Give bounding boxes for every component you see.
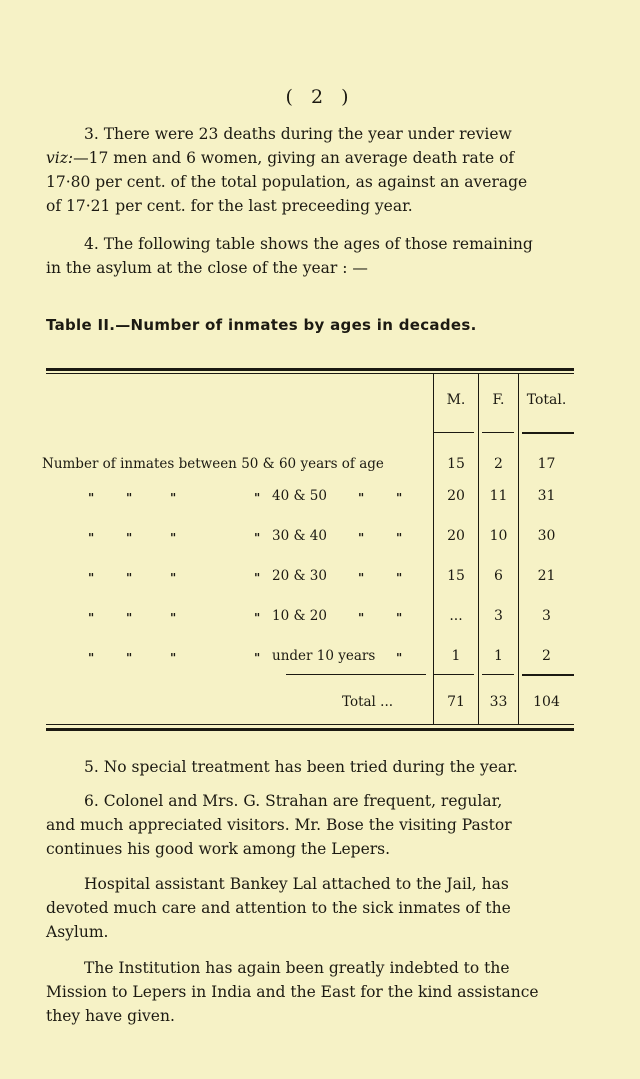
- row-label-prefix: Number of inmates between: [42, 456, 237, 472]
- total-label: Total ...: [342, 694, 394, 710]
- paragraph-6: [46, 789, 574, 861]
- ditto-mark: ": [88, 491, 95, 505]
- cell-f: 3: [494, 608, 503, 624]
- total-rule-m: [434, 674, 474, 675]
- cell-f: 1: [494, 648, 503, 664]
- paragraph-8: [46, 956, 574, 1028]
- ditto-mark: ": [396, 651, 403, 665]
- ditto-mark: ": [126, 611, 133, 625]
- cell-total: 31: [537, 488, 556, 504]
- paragraph-3-line-4: of 17·21 per cent. for the last preceeding year.: [46, 197, 413, 215]
- cell-f: 2: [494, 456, 503, 472]
- table-caption: Table II.—Number of inmates by ages in decades.: [46, 316, 477, 334]
- header-underline-total: [522, 432, 574, 434]
- paragraph-3-line-3: 17·80 per cent. of the total population, as against an average: [46, 173, 528, 191]
- row-range: 30 & 40: [272, 528, 327, 544]
- ditto-mark: ": [170, 571, 177, 585]
- cell-f: 11: [489, 488, 508, 504]
- ages-table: [42, 368, 574, 732]
- ditto-mark: ": [254, 571, 261, 585]
- row-range: 50 & 60: [241, 456, 297, 472]
- cell-m: 20: [447, 488, 465, 504]
- paragraph-7-line-1: Hospital assistant Bankey Lal attached to the Jail, has: [84, 875, 509, 893]
- ditto-mark: ": [396, 491, 403, 505]
- row-label-1: [42, 456, 384, 472]
- ditto-mark: ": [358, 531, 365, 545]
- row-range: under 10 years: [272, 648, 376, 664]
- cell-total: 30: [537, 528, 556, 544]
- ditto-mark: ": [170, 651, 177, 665]
- ditto-mark: ": [126, 531, 133, 545]
- ditto-mark: ": [396, 611, 403, 625]
- ditto-mark: ": [358, 491, 365, 505]
- ditto-mark: ": [88, 611, 95, 625]
- paragraph-4: [46, 232, 574, 280]
- row-range: 40 & 50: [272, 488, 327, 504]
- row-range: 20 & 30: [272, 568, 327, 584]
- paragraph-5: [46, 755, 574, 779]
- paragraph-7-line-3: Asylum.: [46, 923, 109, 941]
- cell-total: 2: [542, 648, 551, 664]
- row-label-suffix: years of age: [300, 456, 384, 472]
- ditto-mark: ": [170, 491, 177, 505]
- ditto-mark: ": [254, 491, 261, 505]
- ditto-mark: ": [254, 531, 261, 545]
- paragraph-3-line-2-text: —17 men and 6 women, giving an average death rate of: [73, 149, 515, 167]
- cell-m: ...: [449, 608, 463, 624]
- ditto-mark: ": [358, 611, 365, 625]
- ditto-mark: ": [254, 611, 261, 625]
- total-rule-total: [522, 674, 574, 676]
- page-number: ( 2 ): [285, 86, 355, 108]
- total-rule-f: [482, 674, 514, 675]
- ditto-mark: ": [170, 611, 177, 625]
- cell-f: 6: [494, 568, 503, 584]
- ditto-mark: ": [396, 531, 403, 545]
- paragraph-6-line-2: and much appreciated visitors. Mr. Bose the visiting Pastor: [46, 816, 512, 834]
- viz-abbreviation: viz:: [46, 149, 74, 167]
- header-total: Total.: [526, 392, 567, 408]
- row-range: 10 & 20: [272, 608, 327, 624]
- cell-m: 15: [447, 568, 465, 584]
- paragraph-8-line-3: they have given.: [46, 1007, 175, 1025]
- cell-m: 1: [451, 648, 461, 664]
- ditto-mark: ": [358, 571, 365, 585]
- ditto-mark: ": [88, 651, 95, 665]
- ditto-mark: ": [126, 651, 133, 665]
- total-total: 104: [533, 694, 560, 710]
- table-bottom-rule-thin: [46, 724, 574, 725]
- table-bottom-rule: [46, 728, 574, 731]
- total-rule-label: [286, 674, 426, 675]
- cell-f: 10: [489, 528, 508, 544]
- header-f: F.: [492, 392, 505, 408]
- paragraph-6-line-1: 6. Colonel and Mrs. G. Strahan are frequent, regular,: [84, 792, 503, 810]
- cell-total: 3: [542, 608, 551, 624]
- ditto-mark: ": [88, 531, 95, 545]
- ditto-mark: ": [88, 571, 95, 585]
- ditto-mark: ": [396, 571, 403, 585]
- header-m: M.: [446, 392, 466, 408]
- paragraph-8-line-2: Mission to Lepers in India and the East for the kind assistance: [46, 983, 539, 1001]
- paragraph-4-line-1: 4. The following table shows the ages of those remaining: [84, 235, 533, 253]
- header-underline-f: [482, 432, 514, 433]
- cell-total: 17: [537, 456, 556, 472]
- paragraph-8-line-1: The Institution has again been greatly indebted to the: [84, 959, 510, 977]
- table-top-rule-thin: [46, 373, 574, 374]
- paragraph-7-line-2: devoted much care and attention to the sick inmates of the: [46, 899, 511, 917]
- ditto-mark: ": [126, 571, 133, 585]
- paragraph-3-line-1: 3. There were 23 deaths during the year under review: [84, 125, 512, 143]
- paragraph-6-line-3: continues his good work among the Lepers.: [46, 840, 391, 858]
- ditto-mark: ": [126, 491, 133, 505]
- total-m: 71: [447, 694, 465, 710]
- cell-total: 21: [537, 568, 556, 584]
- paragraph-3: [46, 122, 574, 218]
- ditto-mark: ": [254, 651, 261, 665]
- cell-m: 20: [447, 528, 465, 544]
- table-vrule-2: [478, 374, 479, 724]
- header-underline-m: [434, 432, 474, 433]
- table-vrule-3: [518, 374, 519, 724]
- cell-m: 15: [447, 456, 465, 472]
- paragraph-4-line-2: in the asylum at the close of the year : —: [46, 259, 368, 277]
- table-vrule-1: [433, 374, 434, 724]
- paragraph-3-line-2: [46, 146, 574, 170]
- paragraph-7: [46, 872, 574, 944]
- ditto-mark: ": [170, 531, 177, 545]
- table-top-rule: [46, 368, 574, 371]
- paragraph-5-line-1: 5. No special treatment has been tried during the year.: [84, 758, 518, 776]
- total-f: 33: [489, 694, 508, 710]
